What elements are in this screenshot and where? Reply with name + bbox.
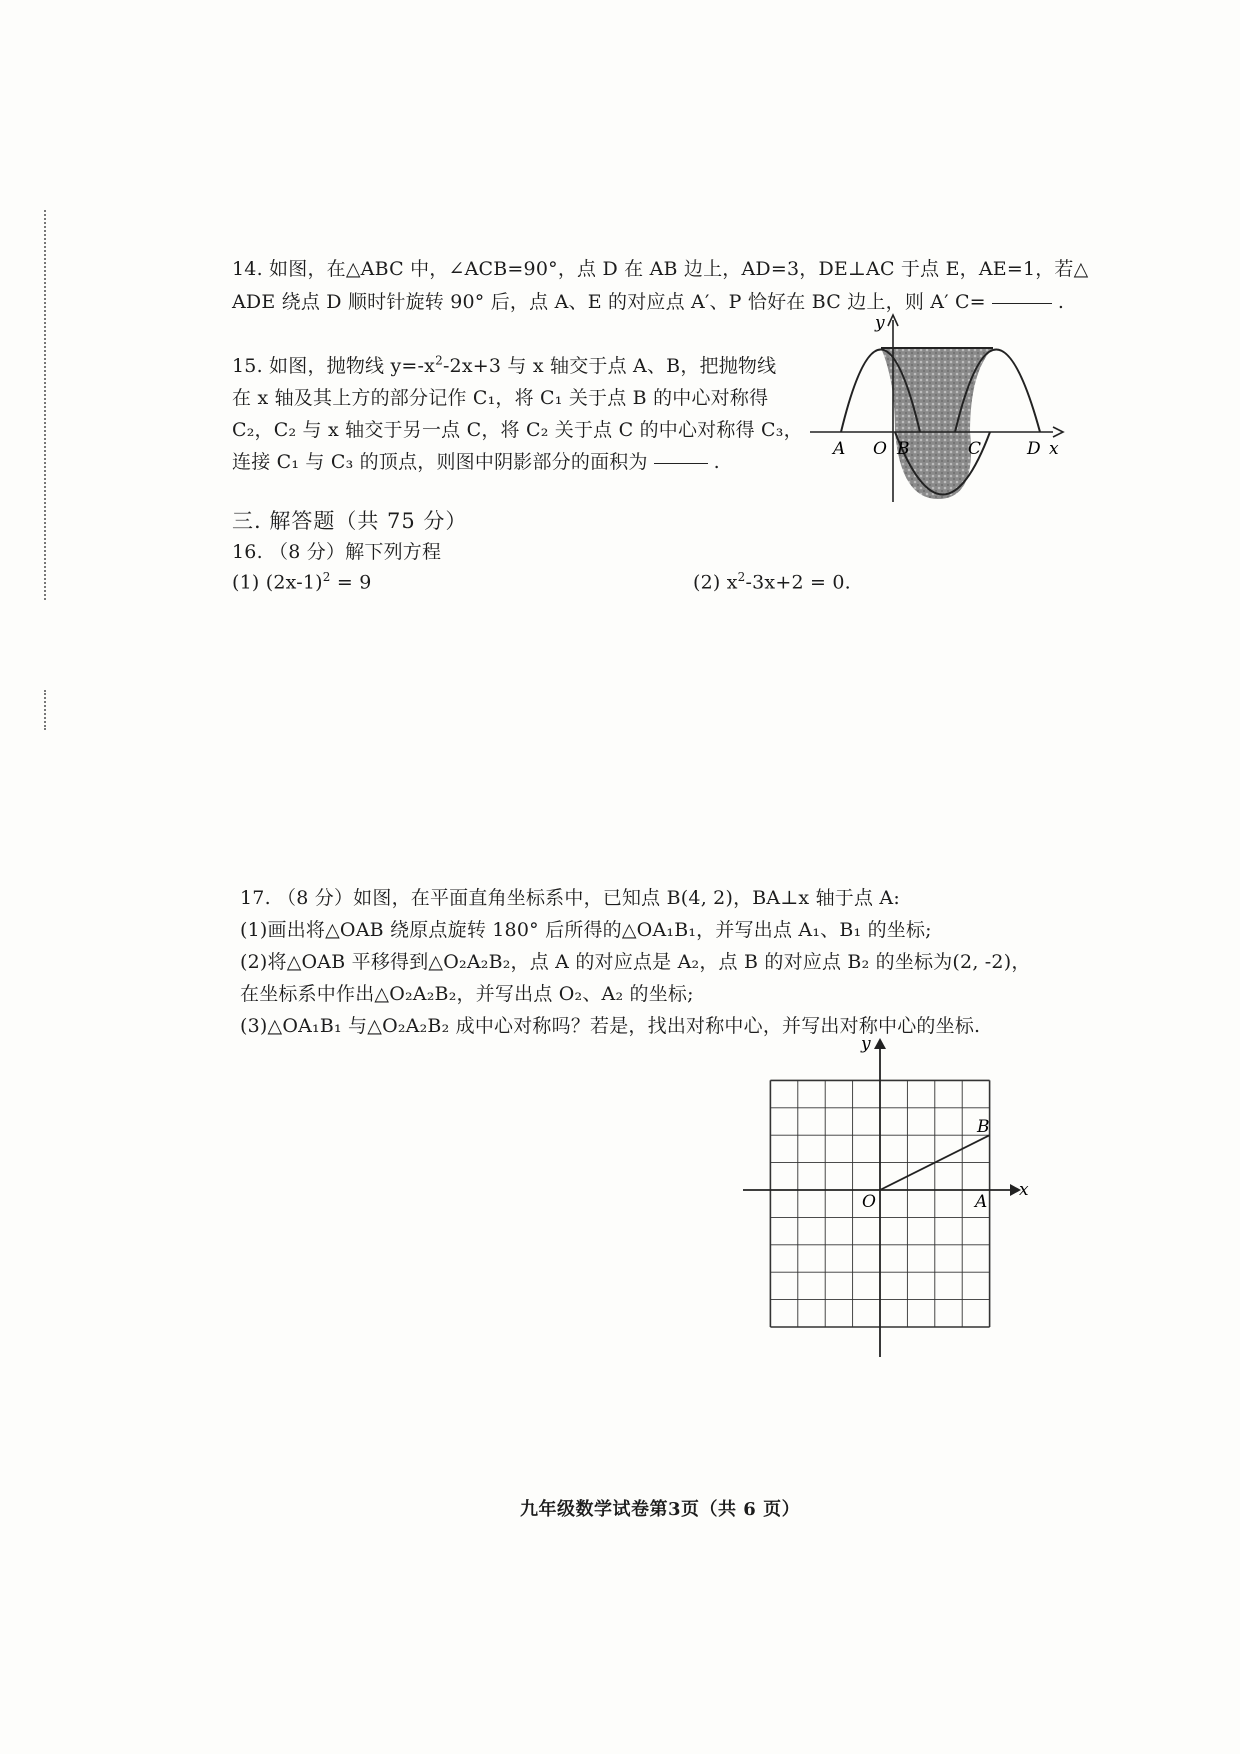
q17-grid-figure xyxy=(735,1035,1035,1365)
q14-line1-text: 14. 如图，在△ABC 中，∠ACB=90°，点 D 在 AB 边上，AD=3，DE⊥AC 于点 E，AE=1，若△ xyxy=(232,258,1089,280)
q16-part1 xyxy=(232,570,372,593)
q15-line1-post: -2x+3 与 x 轴交于点 A、B，把抛物线 xyxy=(442,355,777,377)
q15-label-o: O xyxy=(873,439,887,459)
q15-line1 xyxy=(232,351,776,378)
q15-exponent: 2 xyxy=(435,353,443,368)
q15-answer-blank[interactable] xyxy=(654,462,708,464)
q17-label-o: O xyxy=(862,1192,876,1212)
q17-line4: 在坐标系中作出△O₂A₂B₂，并写出点 O₂、A₂ 的坐标; xyxy=(240,983,694,1005)
q16-part2-exponent: 2 xyxy=(737,570,746,584)
q15-label-x: x xyxy=(1049,439,1059,459)
q16-part2-post: -3x+2 = 0. xyxy=(745,571,851,594)
q15-line3 xyxy=(232,415,803,442)
q15-line2 xyxy=(232,383,768,410)
q14-end: . xyxy=(1057,291,1065,313)
q17-line3: (2)将△OAB 平移得到△O₂A₂B₂，点 A 的对应点是 A₂，点 B 的对应点 B₂ 的坐标为(2, -2)， xyxy=(240,951,1031,973)
q15-line1-pre: 15. 如图，抛物线 y=-x xyxy=(232,355,436,377)
q16-title: 16. （8 分）解下列方程 xyxy=(232,541,442,563)
q14-line2-text: ADE 绕点 D 顺时针旋转 90° 后，点 A、E 的对应点 A′、P 恰好在 BC 边上，则 A′ C= xyxy=(232,291,986,313)
q15-label-a: A xyxy=(833,439,846,459)
q14-line2 xyxy=(232,287,1064,314)
q16-part1-exponent: 2 xyxy=(322,570,331,584)
q15-x-arrow xyxy=(1053,427,1063,437)
q16-part2 xyxy=(693,570,851,593)
q16-part1-post: = 9 xyxy=(330,571,372,594)
q15-label-d: D xyxy=(1027,439,1041,459)
q17-label-x: x xyxy=(1019,1180,1029,1200)
binding-line-top xyxy=(44,210,48,600)
q15-end: . xyxy=(713,451,720,473)
q15-label-y: y xyxy=(875,313,885,333)
q15-line4-text: 连接 C₁ 与 C₃ 的顶点，则图中阴影部分的面积为 xyxy=(232,451,648,473)
q17-line2: (1)画出将△OAB 绕原点旋转 180° 后所得的△OA₁B₁，并写出点 A₁、B₁ 的坐标; xyxy=(240,919,932,941)
q15-shaded-region xyxy=(881,348,993,499)
q17-line1: 17. （8 分）如图，在平面直角坐标系中，已知点 B(4, 2)，BA⊥x 轴于点 A: xyxy=(240,887,900,909)
q15-label-b: B xyxy=(897,439,910,459)
q15-parabola-figure xyxy=(805,312,1065,507)
q15-line4 xyxy=(232,447,720,474)
q15-line2-text: 在 x 轴及其上方的部分记作 C₁，将 C₁ 关于点 B 的中心对称得 xyxy=(232,387,769,409)
q17-label-y: y xyxy=(861,1035,871,1054)
q15-label-c: C xyxy=(968,439,982,459)
section3-title: 三. 解答题（共 75 分） xyxy=(232,509,468,533)
q17-line5: (3)△OA₁B₁ 与△O₂A₂B₂ 成中心对称吗？若是，找出对称中心，并写出对称中心的坐标. xyxy=(240,1015,981,1037)
binding-line-bottom xyxy=(44,690,48,730)
q17-y-arrow xyxy=(874,1038,886,1049)
q14-line1 xyxy=(232,254,1088,281)
page-footer: 九年级数学试卷第3页（共 6 页） xyxy=(520,1499,801,1520)
q17-label-a: A xyxy=(975,1192,988,1212)
q17-label-b: B xyxy=(977,1117,990,1137)
q14-answer-blank[interactable] xyxy=(992,302,1052,304)
q16-part2-pre: (2) x xyxy=(693,571,738,594)
q16-part1-pre: (1) (2x-1) xyxy=(232,571,323,594)
q15-line3-text: C₂，C₂ 与 x 轴交于另一点 C，将 C₂ 关于点 C 的中心对称得 C₃， xyxy=(232,419,803,441)
